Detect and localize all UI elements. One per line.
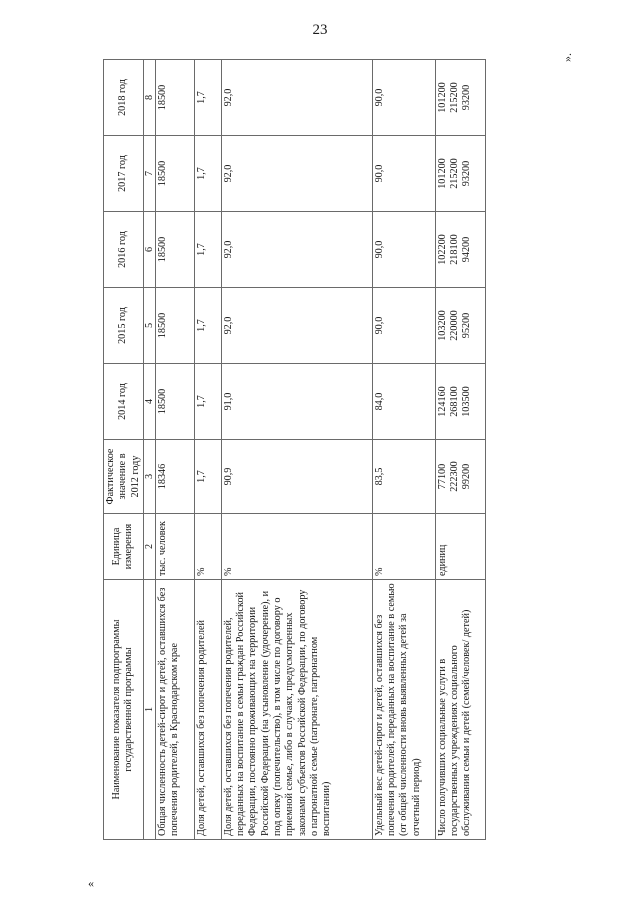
unit-cell: тыс. человек (155, 514, 194, 580)
header-indicator-name: Наименование показателя подпрограммы государственной программы (104, 580, 144, 840)
value-cell: 92,0 (221, 60, 372, 136)
children-value: 94200 (461, 236, 473, 263)
value-cell: 1,7 (194, 364, 221, 440)
column-number: 2 (143, 514, 155, 580)
rotated-table-container (103, 60, 558, 840)
header-year-2017: 2017 год (104, 136, 144, 212)
unit-cell: % (372, 514, 435, 580)
children-value: 93200 (461, 84, 473, 111)
indicator-name: Доля детей, оставшихся без попечения родителей, переданных на воспитание в семьи граждан Российской Федерации, постоянно проживающих на территории Российской Федерации (на усыновление (удочерение), и под опеку (попечительство), в том числе по договору о приемной семье, либо в случаях, предусмотренных законами субъектов Российской Федерации, по договору о патронатной семье (патронате, патронатном воспитании) (221, 580, 372, 840)
families-value: 101200 (436, 82, 448, 113)
value-cell: 1,7 (194, 288, 221, 364)
opening-quote-mark: « (88, 876, 94, 890)
table-row (155, 60, 194, 840)
column-number: 4 (143, 364, 155, 440)
value-cell (435, 440, 485, 514)
value-cell: 83,5 (372, 440, 435, 514)
indicators-table (103, 59, 486, 840)
header-unit: Единица измерения (104, 514, 144, 580)
column-number: 8 (143, 60, 155, 136)
table-row (372, 60, 435, 840)
value-cell: 18500 (155, 136, 194, 212)
families-value: 103200 (436, 310, 448, 341)
table-row (221, 60, 372, 840)
header-year-2016: 2016 год (104, 212, 144, 288)
value-cell (435, 212, 485, 288)
page-number: 23 (312, 22, 328, 38)
table-row (194, 60, 221, 840)
value-cell: 18346 (155, 440, 194, 514)
value-cell: 90,0 (372, 136, 435, 212)
unit-cell: % (221, 514, 372, 580)
families-value: 124160 (436, 386, 448, 417)
value-cell (435, 136, 485, 212)
closing-quote-mark: ». (560, 53, 574, 62)
indicator-name: Число получивших социальные услуги в государственных учреждениях социального обслуживания семьи и детей (семей/человек/ детей) (435, 580, 485, 840)
persons-value: 215200 (449, 82, 461, 113)
value-cell: 90,0 (372, 60, 435, 136)
column-number: 1 (143, 580, 155, 840)
unit-cell: % (194, 514, 221, 580)
value-cell: 90,9 (221, 440, 372, 514)
value-cell: 90,0 (372, 288, 435, 364)
value-cell: 84,0 (372, 364, 435, 440)
header-row (104, 60, 144, 840)
header-year-2014: 2014 год (104, 364, 144, 440)
indicator-name: Доля детей, оставшихся без попечения родителей (194, 580, 221, 840)
indicator-name: Общая численность детей-сирот и детей, оставшихся без попечения родителей, в Краснодарском крае (155, 580, 194, 840)
children-value: 95200 (461, 312, 473, 339)
value-cell: 1,7 (194, 60, 221, 136)
header-year-2018: 2018 год (104, 60, 144, 136)
column-number-row (143, 60, 155, 840)
families-value: 101200 (436, 158, 448, 189)
persons-value: 222300 (449, 461, 461, 492)
persons-value: 268100 (449, 386, 461, 417)
persons-value: 220000 (449, 310, 461, 341)
unit-cell: единиц (435, 514, 485, 580)
header-year-2015: 2015 год (104, 288, 144, 364)
value-cell: 18500 (155, 288, 194, 364)
value-cell: 18500 (155, 60, 194, 136)
value-cell: 92,0 (221, 212, 372, 288)
column-number: 3 (143, 440, 155, 514)
column-number: 6 (143, 212, 155, 288)
column-number: 5 (143, 288, 155, 364)
value-cell: 90,0 (372, 212, 435, 288)
value-cell: 18500 (155, 364, 194, 440)
value-cell: 1,7 (194, 136, 221, 212)
table-row (435, 60, 485, 840)
value-cell (435, 288, 485, 364)
value-cell: 92,0 (221, 288, 372, 364)
value-cell: 1,7 (194, 440, 221, 514)
value-cell: 1,7 (194, 212, 221, 288)
children-value: 93200 (461, 160, 473, 187)
value-cell (435, 364, 485, 440)
indicator-name: Удельный вес детей-сирот и детей, оставшихся без попечения родителей, переданных на воспитание в семью (от общей численности вновь выявленных детей за отчетный период) (372, 580, 435, 840)
children-value: 99200 (461, 463, 473, 490)
header-actual-2012: Фактическое значение в 2012 году (104, 440, 144, 514)
families-value: 77100 (436, 463, 448, 490)
children-value: 103500 (461, 386, 473, 417)
persons-value: 218100 (449, 234, 461, 265)
column-number: 7 (143, 136, 155, 212)
value-cell (435, 60, 485, 136)
persons-value: 215200 (449, 158, 461, 189)
value-cell: 91,0 (221, 364, 372, 440)
value-cell: 18500 (155, 212, 194, 288)
families-value: 102200 (436, 234, 448, 265)
value-cell: 92,0 (221, 136, 372, 212)
